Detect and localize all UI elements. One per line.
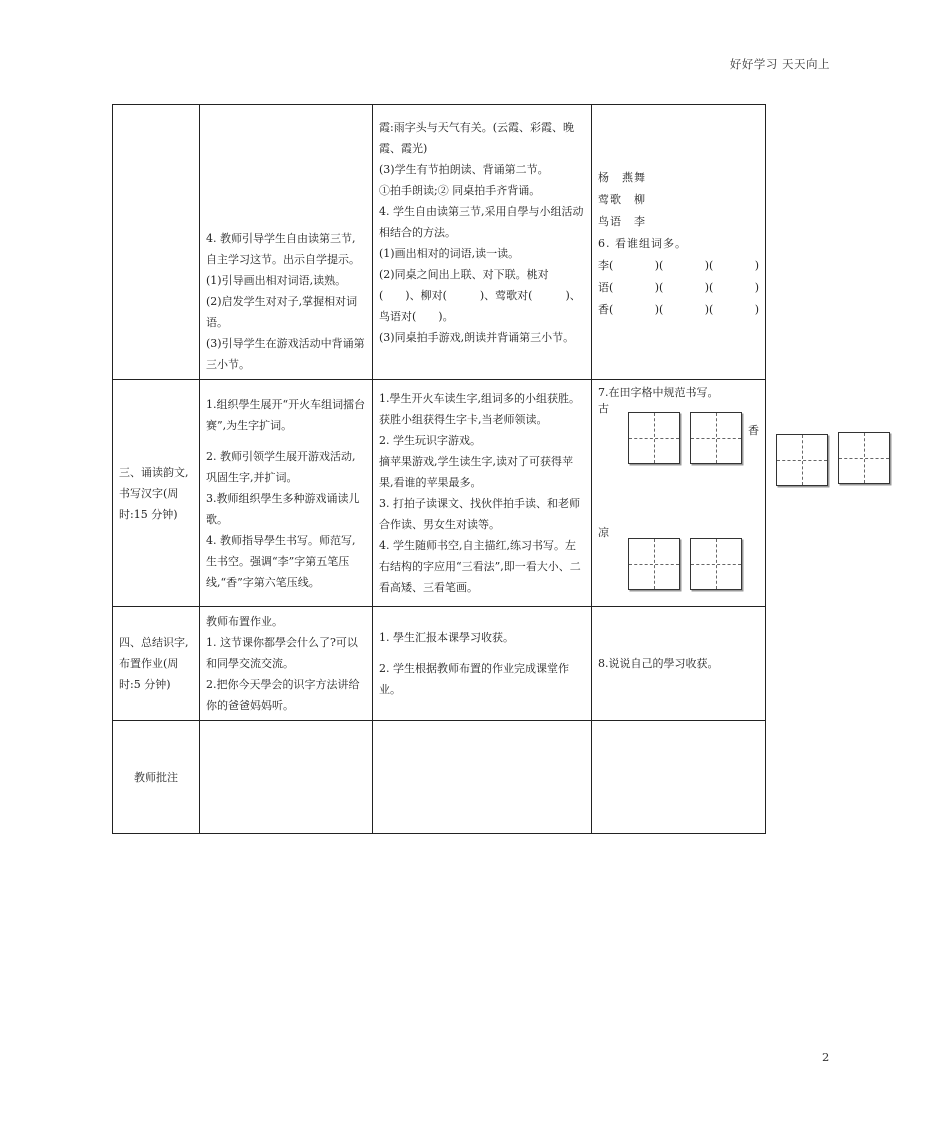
teacher-notes-cell[interactable]	[592, 721, 766, 834]
stage-label: 三、诵读韵文,书写汉字(周时:15 分钟)	[119, 465, 189, 521]
tianzige-box[interactable]	[690, 538, 742, 590]
word-building-row: 李( )( )( )	[598, 259, 759, 272]
student-step: 4. 学生自由读第三节,采用自學与小组活动相结合的方法。	[379, 205, 584, 239]
practice-title: 7.在田字格中规范书写。	[598, 386, 719, 399]
student-step: 2. 学生根据教师布置的作业完成课堂作业。	[379, 662, 569, 696]
word-building-row: 语( )( )( )	[598, 281, 759, 294]
student-step: 摘苹果游戏,学生读生字,读对了可获得苹果,看谁的苹果最多。	[379, 455, 573, 489]
practice-cell	[592, 607, 766, 721]
teacher-step: 4. 教师引导学生自由读第三节,自主学习这节。出示自学提示。	[206, 232, 360, 266]
teacher-step: 1. 这节课你都學会什么了?可以和同學交流交流。	[206, 636, 358, 670]
teacher-step: 2. 教师引领学生展开游戏活动,巩固生字,并扩词。	[206, 449, 356, 484]
tianzige-box[interactable]	[628, 412, 680, 464]
student-step: ①拍手朗读;② 同桌拍手齐背诵。	[379, 184, 541, 197]
teacher-step: 2.把你今天學会的识字方法讲给你的爸爸妈妈听。	[206, 678, 360, 712]
student-step: 1.學生开火车读生字,组词多的小组获胜。获胜小组获得生字卡,当老师领读。	[379, 392, 580, 426]
tianzige-box[interactable]	[776, 434, 828, 486]
teacher-step: (3)引导学生在游戏活动中背诵第三小节。	[206, 337, 365, 371]
word-pair: 莺歌 柳	[598, 193, 646, 206]
teacher-notes-cell[interactable]	[373, 721, 592, 834]
table-row	[113, 105, 766, 380]
char-label-liang: 凉	[598, 526, 609, 539]
practice-title: 6. 看谁组词多。	[598, 237, 687, 250]
teacher-step: (1)引导画出相对词语,读熟。	[206, 274, 347, 287]
word-list	[598, 167, 759, 255]
teacher-step: 4. 教师指导學生书写。师范写,生书空。强调“李”字第五笔压线,“香”字第六笔压线。	[206, 533, 356, 589]
teacher-notes-label: 教师批注	[113, 721, 200, 834]
teacher-step: 教师布置作业。	[206, 615, 283, 628]
word-pair: 鸟语 李	[598, 215, 646, 228]
teacher-activity-cell	[200, 607, 373, 721]
student-step: (1)画出相对的词语,读一读。	[379, 247, 520, 260]
teacher-step: 3.教师组织學生多种游戏诵读儿歌。	[206, 491, 360, 526]
page-number: 2	[822, 1050, 830, 1064]
stage-cell	[113, 607, 200, 721]
tianzige-box[interactable]	[690, 412, 742, 464]
student-step: (2)同桌之间出上联、对下联。桃对( )、柳对( )、莺歌对( )、鸟语对( )。	[379, 268, 581, 323]
page-header: 好好学习 天天向上	[729, 57, 830, 71]
practice-title: 8.说说自己的學习收获。	[598, 657, 719, 670]
char-label-xiang: 香	[748, 424, 759, 437]
teacher-activity-cell	[200, 380, 373, 607]
student-step: 2. 学生玩识字游戏。	[379, 434, 481, 447]
tianzige-box[interactable]	[628, 538, 680, 590]
lesson-plan-table	[112, 104, 766, 834]
table-row	[113, 380, 766, 607]
student-step: 3. 打拍子读课文、找伙伴拍手读、和老师合作读、男女生对读等。	[379, 497, 580, 531]
stage-cell	[113, 380, 200, 607]
student-step: (3)学生有节拍朗读、背诵第二节。	[379, 163, 549, 176]
stage-label: 四、总结识字,布置作业(周时:5 分钟)	[119, 636, 189, 691]
practice-cell	[592, 105, 766, 380]
teacher-activity-cell	[200, 105, 373, 380]
student-activity-cell	[373, 380, 592, 607]
word-building-row: 香( )( )( )	[598, 303, 759, 316]
word-pair: 杨 燕舞	[598, 171, 646, 184]
word-building-exercise	[598, 255, 759, 321]
char-label-gu: 古	[598, 402, 609, 415]
student-step: 霞:雨字头与天气有关。(云霞、彩霞、晚霞、霞光)	[379, 121, 574, 155]
teacher-notes-cell[interactable]	[200, 721, 373, 834]
table-row	[113, 721, 766, 834]
tianzige-box[interactable]	[838, 432, 890, 484]
stage-cell-empty	[113, 105, 200, 380]
table-row	[113, 607, 766, 721]
student-activity-cell	[373, 607, 592, 721]
student-step: 1. 學生汇报本课學习收获。	[379, 631, 514, 644]
writing-practice-cell	[592, 380, 766, 607]
student-step: 4. 学生随师书空,自主描红,练习书写。左右结构的字应用“三看法”,即一看大小、二看高矮、三看笔画。	[379, 539, 581, 594]
teacher-step: 1.组织學生展开“开火车组词擂台赛”,为生字扩词。	[206, 397, 366, 432]
student-step: (3)同桌拍手游戏,朗读并背诵第三小节。	[379, 331, 575, 344]
student-activity-cell	[373, 105, 592, 380]
teacher-step: (2)启发学生对对子,掌握相对词语。	[206, 295, 358, 329]
